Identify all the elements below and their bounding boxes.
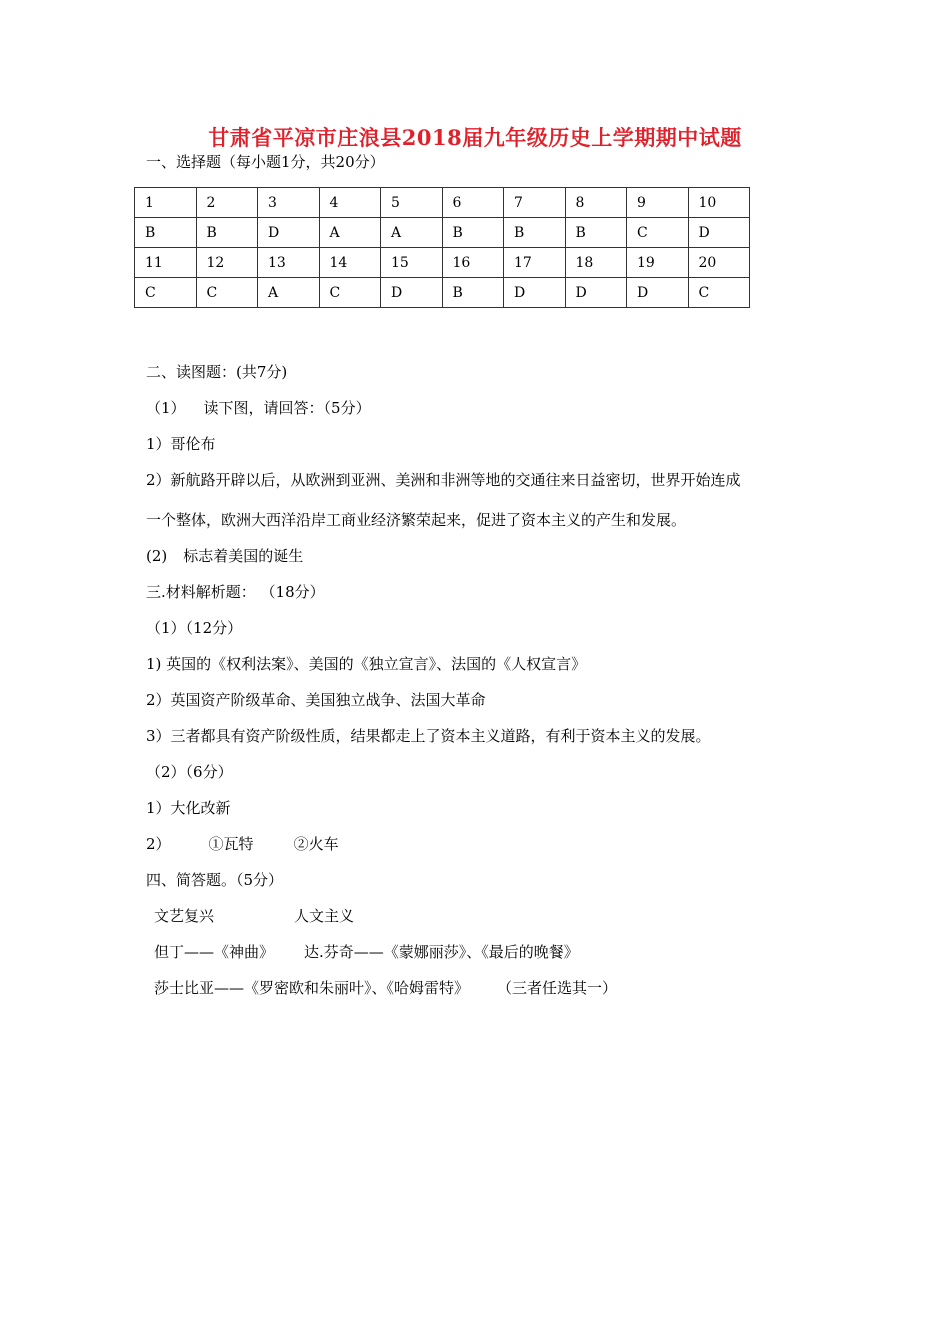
section3-q1-answer-1: 1) 英国的《权利法案》、美国的《独立宣言》、法国的《人权宣言》 (146, 655, 587, 673)
section4-line-1-b: 人文主义 (294, 907, 355, 925)
table-cell: 17 (504, 248, 566, 278)
section2-heading: 二、读图题：(共7分) (146, 363, 288, 381)
section2-q1-number: （1） (146, 399, 186, 417)
section3-q2-answer-2-number: 2） (146, 835, 171, 853)
table-cell: B (565, 218, 627, 248)
section3-q1-answer-2: 2）英国资产阶级革命、美国独立战争、法国大革命 (146, 691, 486, 709)
table-row (135, 188, 750, 218)
table-cell: 14 (319, 248, 381, 278)
table-cell: 16 (442, 248, 504, 278)
table-cell: C (196, 278, 258, 308)
section3-q2: （2）（6分） (146, 763, 233, 781)
document-title: 甘肃省平凉市庄浪县2018届九年级历史上学期期中试题 (208, 125, 742, 150)
section4-line-2-a: 但丁——《神曲》 (154, 943, 275, 961)
table-row (135, 218, 750, 248)
table-cell: B (442, 218, 504, 248)
section4-line-2-b: 达.芬奇——《蒙娜丽莎》、《最后的晚餐》 (304, 943, 579, 961)
table-cell: C (627, 218, 689, 248)
section3-q2-answer-1: 1）大化改新 (146, 799, 231, 817)
table-cell: A (319, 218, 381, 248)
table-cell: D (504, 278, 566, 308)
section4-line-3 (154, 978, 617, 998)
table-cell: 10 (688, 188, 750, 218)
section4-line-3-a: 莎士比亚——《罗密欧和朱丽叶》、《哈姆雷特》 (154, 979, 470, 997)
table-cell: D (381, 278, 443, 308)
section4-line-2 (154, 942, 579, 962)
table-row (135, 248, 750, 278)
section3-q2-answer-2-part2: ②火车 (293, 835, 339, 853)
section3-q2-answer-2 (146, 834, 339, 854)
table-cell: 15 (381, 248, 443, 278)
section3-heading: 三.材料解析题： （18分） (146, 583, 325, 601)
table-cell: B (196, 218, 258, 248)
table-cell: A (381, 218, 443, 248)
table-cell: D (688, 218, 750, 248)
table-cell: 1 (135, 188, 197, 218)
section2-answer-2-line2: 一个整体，欧洲大西洋沿岸工商业经济繁荣起来，促进了资本主义的产生和发展。 (146, 511, 687, 529)
table-cell: 13 (258, 248, 320, 278)
table-cell: 2 (196, 188, 258, 218)
table-cell: C (319, 278, 381, 308)
section2-answer-1: 1）哥伦布 (146, 435, 216, 453)
table-cell: 18 (565, 248, 627, 278)
table-cell: B (442, 278, 504, 308)
answer-table (134, 187, 750, 308)
table-cell: B (135, 218, 197, 248)
section3-q1-answer-3: 3）三者都具有资产阶级性质，结果都走上了资本主义道路，有利于资本主义的发展。 (146, 727, 711, 745)
table-cell: 3 (258, 188, 320, 218)
table-cell: D (258, 218, 320, 248)
table-cell: 5 (381, 188, 443, 218)
section2-answer-2-line1: 2）新航路开辟以后，从欧洲到亚洲、美洲和非洲等地的交通往来日益密切，世界开始连成 (146, 471, 741, 489)
table-cell: 9 (627, 188, 689, 218)
section1-heading: 一、选择题（每小题1分，共20分） (146, 153, 385, 171)
table-row (135, 278, 750, 308)
section2-q2-text: 标志着美国的诞生 (183, 547, 304, 565)
table-cell: 6 (442, 188, 504, 218)
section2-q2-number: (2) (146, 547, 168, 565)
table-cell: A (258, 278, 320, 308)
section4-line-3-b: （三者任选其一） (497, 979, 618, 997)
section2-q1 (146, 398, 371, 418)
table-cell: 11 (135, 248, 197, 278)
table-cell: 20 (688, 248, 750, 278)
section2-q2 (146, 546, 303, 566)
table-cell: D (565, 278, 627, 308)
section3-q1: （1）（12分） (146, 619, 243, 637)
table-cell: 7 (504, 188, 566, 218)
table-cell: 12 (196, 248, 258, 278)
table-cell: D (627, 278, 689, 308)
section4-line-1-a: 文艺复兴 (154, 907, 215, 925)
table-cell: C (688, 278, 750, 308)
table-cell: 19 (627, 248, 689, 278)
section4-line-1 (154, 906, 354, 926)
table-cell: 4 (319, 188, 381, 218)
table-cell: 8 (565, 188, 627, 218)
table-cell: C (135, 278, 197, 308)
table-cell: B (504, 218, 566, 248)
section2-q1-text: 读下图，请回答：（5分） (203, 399, 371, 417)
section4-heading: 四、简答题。（5分） (146, 871, 284, 889)
section3-q2-answer-2-part1: ①瓦特 (208, 835, 254, 853)
